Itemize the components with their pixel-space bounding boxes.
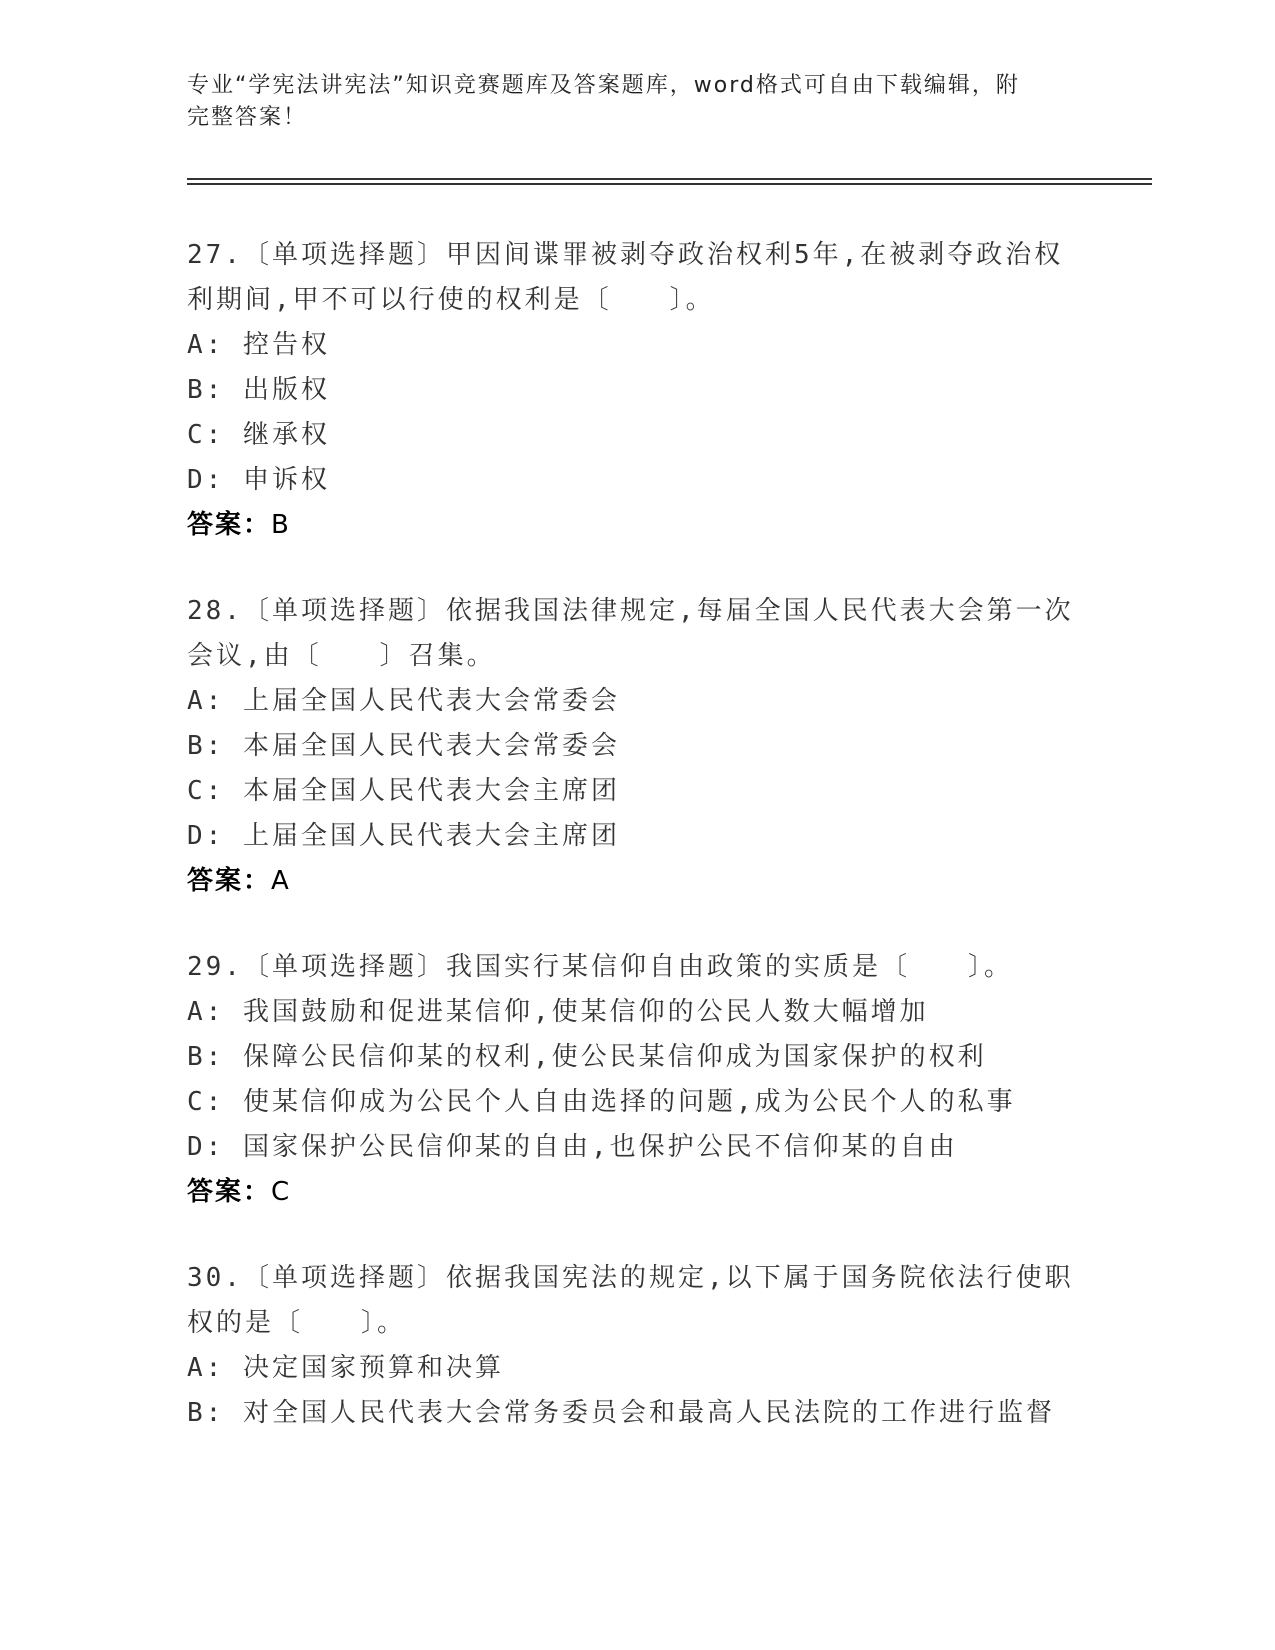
- question-27: [187, 233, 1087, 548]
- option-d: D: 申诉权: [187, 465, 330, 495]
- header-divider-bottom: [187, 183, 1152, 185]
- option-a: A: 上届全国人民代表大会常委会: [187, 686, 620, 716]
- question-stem-line: 30.〔单项选择题〕依据我国宪法的规定,以下属于国务院依法行使职: [187, 1263, 1074, 1293]
- option-b: B: 本届全国人民代表大会常委会: [187, 731, 620, 761]
- option-d: D: 上届全国人民代表大会主席团: [187, 821, 620, 851]
- header-divider-top: [187, 178, 1152, 180]
- option-c: C: 本届全国人民代表大会主席团: [187, 776, 620, 806]
- answer-line: [187, 1170, 1087, 1215]
- question-stem-line: 29.〔单项选择题〕我国实行某信仰自由政策的实质是〔 〕。: [187, 952, 1013, 982]
- answer-label: 答案：: [187, 1177, 272, 1207]
- answer-label: 答案：: [187, 866, 272, 896]
- question-stem-line: 权的是〔 〕。: [187, 1308, 407, 1338]
- question-29: [187, 945, 1087, 1215]
- option-a: A: 我国鼓励和促进某信仰,使某信仰的公民人数大幅增加: [187, 997, 929, 1027]
- answer-value: B: [271, 510, 291, 540]
- question-stem-line: 会议,由〔 〕召集。: [187, 641, 496, 671]
- option-a: A: 决定国家预算和决算: [187, 1353, 504, 1383]
- header-line-1: 专业“学宪法讲宪法”知识竞赛题库及答案题库，word格式可自由下载编辑，附: [187, 73, 1020, 98]
- option-c: C: 使某信仰成为公民个人自由选择的问题,成为公民个人的私事: [187, 1087, 1016, 1117]
- question-stem-line: 27.〔单项选择题〕甲因间谍罪被剥夺政治权利5年,在被剥夺政治权: [187, 240, 1064, 270]
- answer-line: [187, 503, 1087, 548]
- answer-value: A: [271, 866, 291, 896]
- option-b: B: 对全国人民代表大会常务委员会和最高人民法院的工作进行监督: [187, 1398, 1055, 1428]
- option-c: C: 继承权: [187, 420, 330, 450]
- question-stem-line: 28.〔单项选择题〕依据我国法律规定,每届全国人民代表大会第一次: [187, 596, 1074, 626]
- answer-label: 答案：: [187, 510, 272, 540]
- option-a: A: 控告权: [187, 330, 330, 360]
- question-stem-line: 利期间,甲不可以行使的权利是〔 〕。: [187, 285, 715, 315]
- option-d: D: 国家保护公民信仰某的自由,也保护公民不信仰某的自由: [187, 1132, 958, 1162]
- answer-line: [187, 859, 1087, 904]
- question-30: [187, 1256, 1087, 1436]
- header-line-2: 完整答案！: [187, 105, 308, 130]
- question-28: [187, 589, 1087, 904]
- option-b: B: 出版权: [187, 375, 330, 405]
- question-list: [187, 233, 1087, 1477]
- option-b: B: 保障公民信仰某的权利,使公民某信仰成为国家保护的权利: [187, 1042, 987, 1072]
- page-header: [187, 70, 1067, 134]
- answer-value: C: [271, 1177, 292, 1207]
